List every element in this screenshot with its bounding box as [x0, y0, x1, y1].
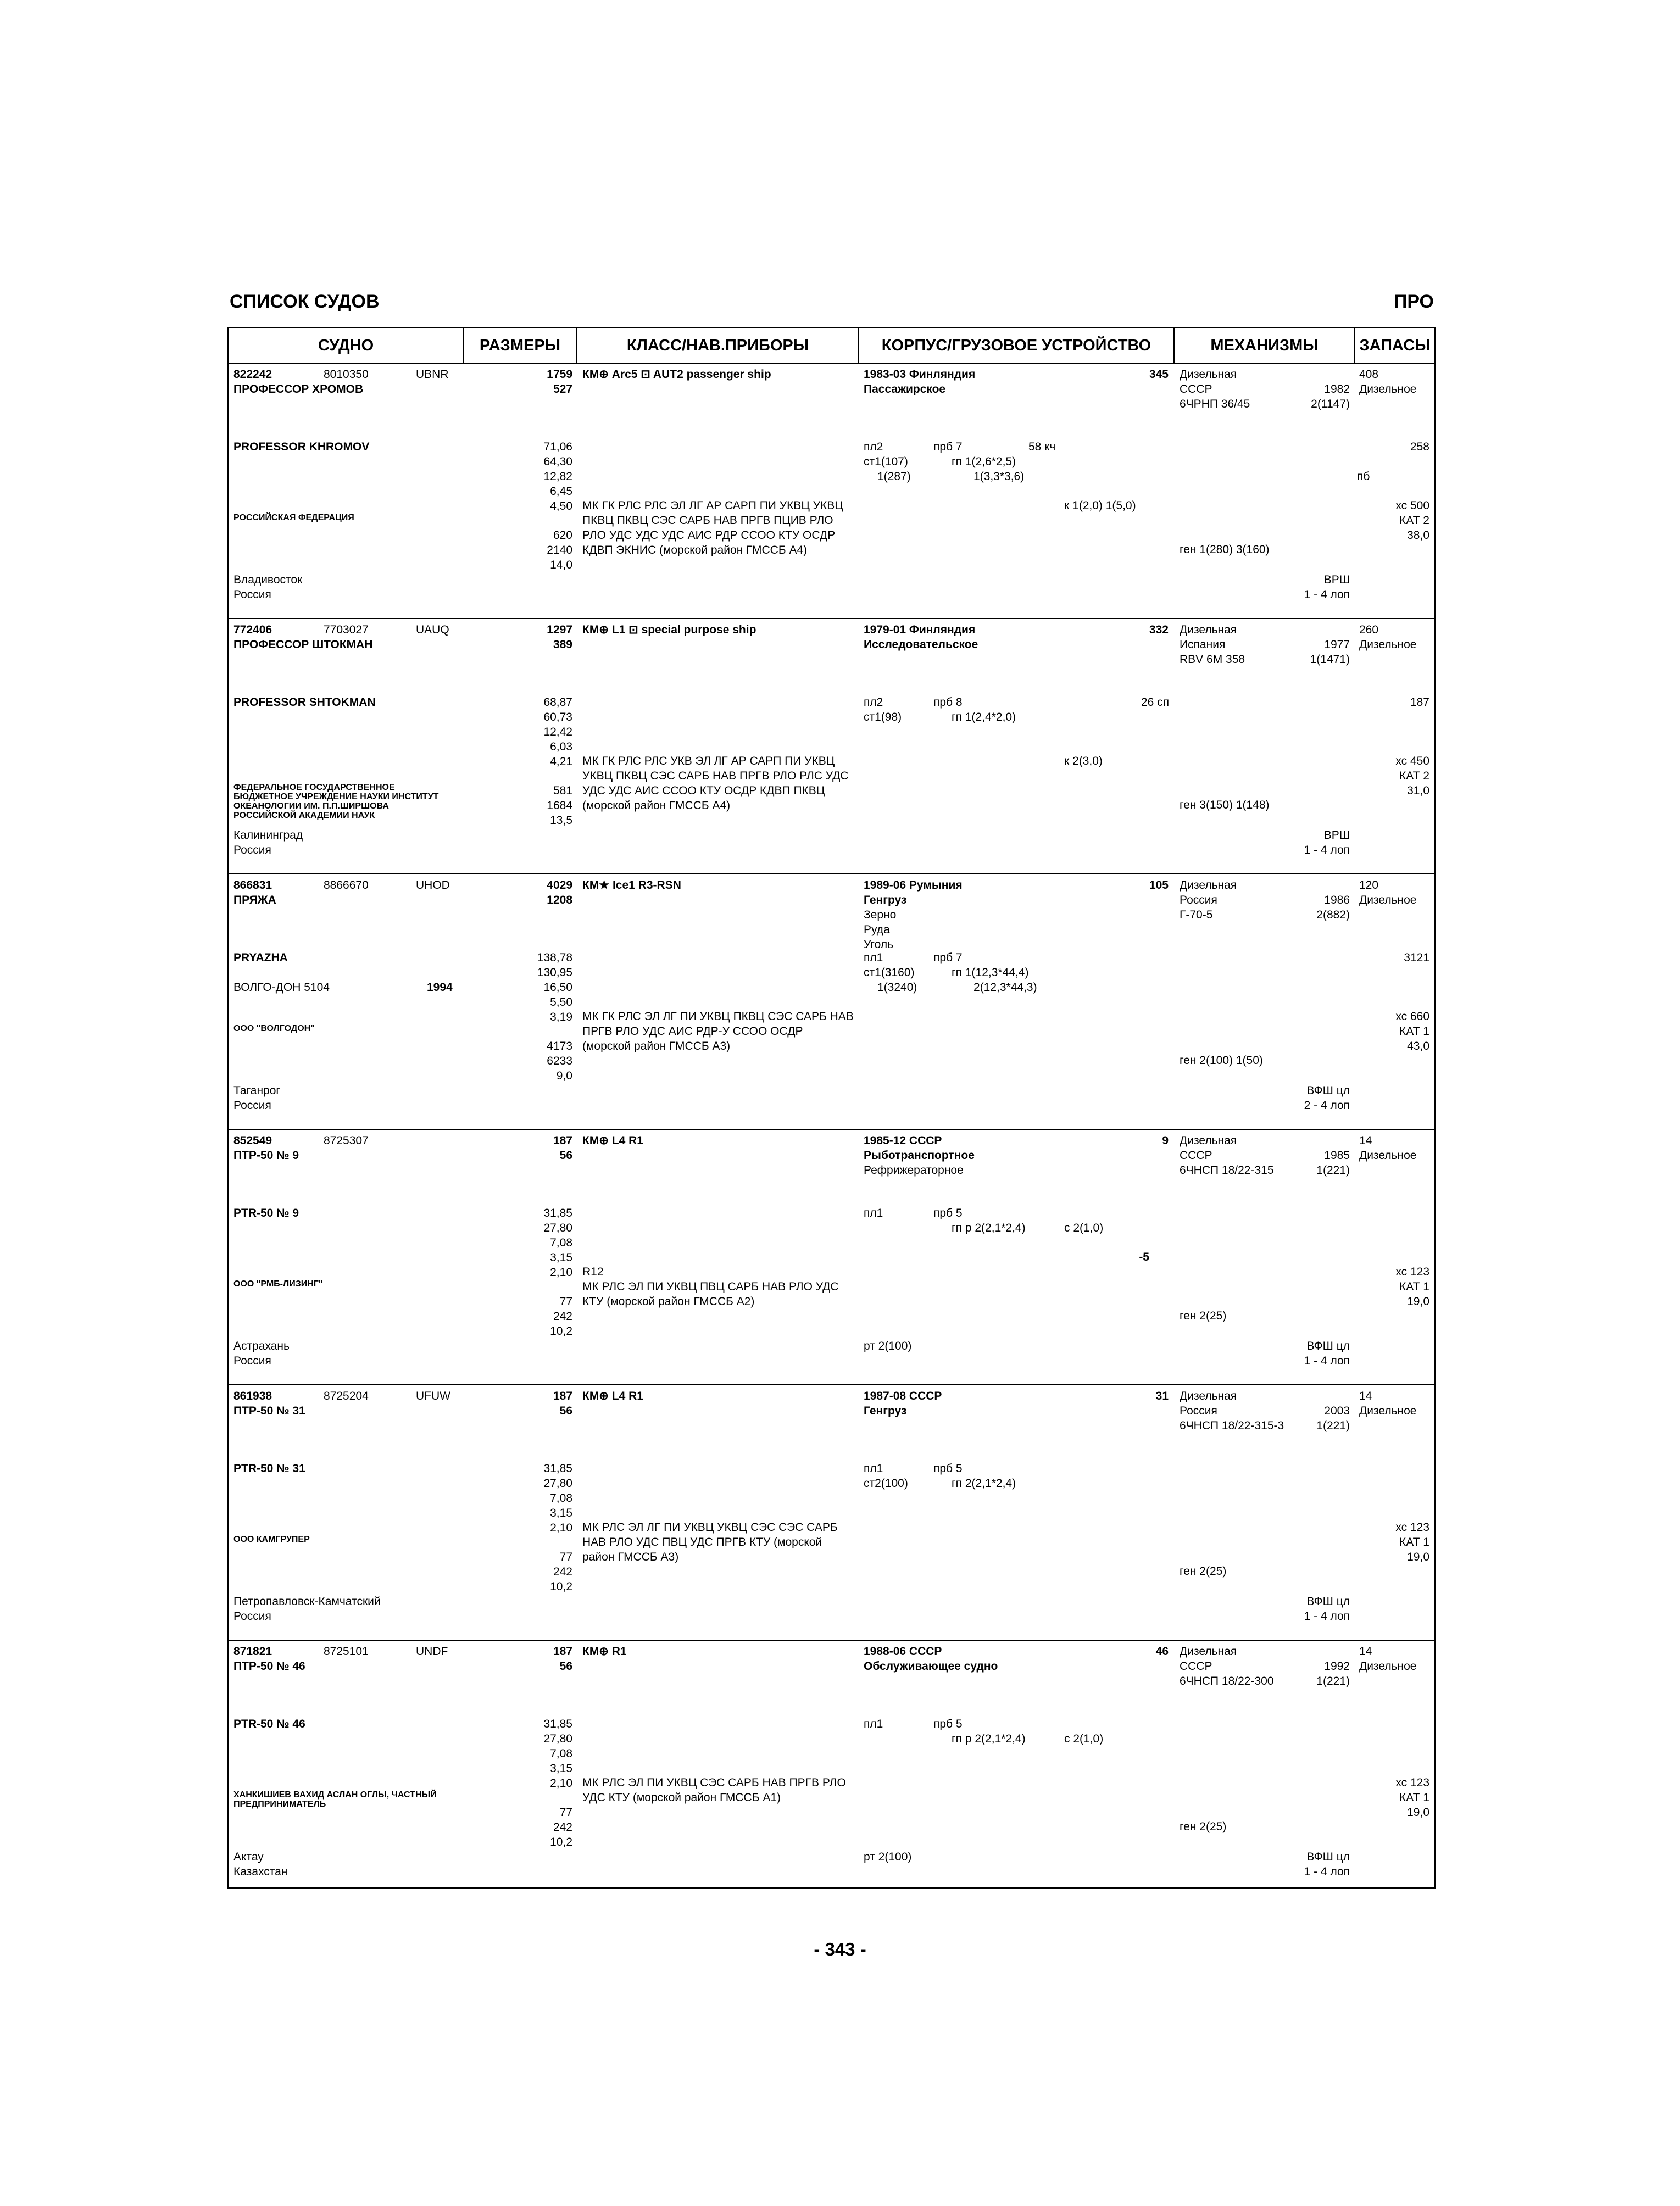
propeller-blades: 1 - 4 лоп [1304, 844, 1350, 856]
hull-detail: гп р 2(2,1*2,4) [952, 1733, 1026, 1745]
deadweight-value: 620 [553, 529, 572, 542]
dimension-value: 2,10 [550, 1266, 572, 1279]
hull-detail: ст2(100) [864, 1477, 908, 1490]
engine-year: 2003 [1324, 1405, 1350, 1417]
propeller: ВРШ [1323, 829, 1350, 842]
reserve-fuel-type: Дизельное [1359, 894, 1417, 906]
net-tonnage: 1208 [547, 894, 572, 906]
engine-detail: Россия [1180, 894, 1217, 906]
hull-detail: 1(3,3*3,6) [973, 470, 1025, 483]
engine-power: 1(221) [1316, 1419, 1350, 1432]
ship-type: Рефрижераторное [864, 1164, 964, 1177]
engine-detail: Дизельная [1180, 1390, 1237, 1402]
owner: ХАНКИШИЕВ ВАХИД АСЛАН ОГЛЫ, ЧАСТНЫЙ ПРЕДПРИНИМАТЕЛЬ [233, 1790, 437, 1809]
owner: ООО КАМГРУПЕР [233, 1535, 310, 1544]
dimension-value: 7,08 [550, 1747, 572, 1760]
deadweight-value: 6233 [547, 1055, 572, 1067]
dimension-value: 60,73 [543, 711, 572, 723]
build-date-place: 1987-08 СССР [864, 1390, 942, 1402]
imo-number: 8725101 [324, 1645, 369, 1658]
ship-type: Руда [864, 923, 890, 936]
registry-number: 822242 [233, 368, 272, 381]
hull-detail: 1(3240) [877, 981, 917, 994]
engine-detail: СССР [1180, 1660, 1212, 1673]
nav-equipment: МК ГК РЛС ЭЛ ЛГ ПИ УКВЦ ПКВЦ СЭС САРБ НАВ ПРГВ РЛО УДС АИС РДР-У ССОО ОСДР (морской район ГМССБ А3) [582, 1010, 854, 1052]
flag-country: Россия [233, 1610, 271, 1623]
engine-detail: Дизельная [1180, 879, 1237, 892]
dimension-value: 138,78 [537, 951, 572, 964]
ship-register-table [227, 327, 1436, 1889]
call-sign: UAUQ [416, 623, 449, 636]
ship-record [229, 1385, 1434, 1641]
ship-name-ru: ПРОФЕССОР ШТОКМАН [233, 638, 373, 651]
ship-name-en: PROFESSOR SHTOKMAN [233, 696, 376, 709]
call-sign: UBNR [416, 368, 449, 381]
ship-name-en: PTR-50 № 9 [233, 1207, 299, 1219]
reserve-value: 14 [1359, 1390, 1372, 1402]
owner: ФЕДЕРАЛЬНОЕ ГОСУДАРСТВЕННОЕ БЮДЖЕТНОЕ УЧРЕЖДЕНИЕ НАУКИ ИНСТИТУТ ОКЕАНОЛОГИИ ИМ. П.П.ШИРШОВА РОССИЙСКОЙ АКАДЕМИИ НАУК [233, 783, 439, 820]
dimension-value: 7,08 [550, 1492, 572, 1505]
dimension-value: 31,85 [543, 1207, 572, 1219]
home-port: Астрахань [233, 1340, 290, 1352]
ship-type: Рыботранспортное [864, 1149, 975, 1162]
reserve-detail: КАТ 2 [1399, 770, 1429, 782]
propeller: ВРШ [1323, 573, 1350, 586]
generators: ген 2(25) [1180, 1565, 1227, 1578]
reserve-detail: КАТ 1 [1399, 1791, 1429, 1804]
hull-detail: прб 7 [933, 951, 963, 964]
deadweight-value: 10,2 [550, 1580, 572, 1593]
column-header-class: КЛАСС/НАВ.ПРИБОРЫ [626, 337, 809, 354]
deadweight-value: 10,2 [550, 1836, 572, 1848]
ship-type: Генгруз [864, 894, 907, 906]
reserve-detail: 19,0 [1407, 1295, 1429, 1308]
dimension-value: 5,50 [550, 996, 572, 1009]
propeller-blades: 2 - 4 лоп [1304, 1099, 1350, 1112]
hull-detail: 58 кч [1028, 441, 1056, 453]
hull-detail: прб 5 [933, 1718, 963, 1730]
engine-power: 2(882) [1316, 909, 1350, 921]
hull-detail: пл2 [864, 441, 883, 453]
class-notation: КМ⊕ L4 R1 [582, 1390, 643, 1402]
build-date-place: 1988-06 СССР [864, 1645, 942, 1658]
hull-detail: пл2 [864, 696, 883, 709]
build-number: 105 [1149, 879, 1169, 892]
dimension-value: 31,85 [543, 1462, 572, 1475]
net-tonnage: 56 [559, 1405, 572, 1417]
engine-year: 1992 [1324, 1660, 1350, 1673]
home-port: Петропавловск-Камчатский [233, 1595, 381, 1608]
dimension-value: 7,08 [550, 1236, 572, 1249]
dimension-value: 6,03 [550, 740, 572, 753]
hull-detail: пл1 [864, 1718, 883, 1730]
column-header-reserves: ЗАПАСЫ [1359, 337, 1431, 354]
generators: ген 1(280) 3(160) [1180, 543, 1270, 556]
engine-detail: Россия [1180, 1405, 1217, 1417]
deadweight-value: 2140 [547, 544, 572, 556]
ship-record [229, 364, 1434, 619]
propeller: ВФШ цл [1306, 1595, 1350, 1608]
engine-detail: Дизельная [1180, 1645, 1237, 1658]
reserve-fuel-type: Дизельное [1359, 383, 1417, 395]
nav-equipment: МК РЛС ЭЛ ЛГ ПИ УКВЦ УКВЦ СЭС СЭС САРБ НАВ РЛО УДС ПВЦ УДС ПРГВ КТУ (морской район ГМССБ А3) [582, 1521, 838, 1563]
deadweight-value: 10,2 [550, 1325, 572, 1338]
hull-detail: гп 2(2,1*2,4) [952, 1477, 1016, 1490]
reserve-value: 120 [1359, 879, 1379, 892]
flag-country: Казахстан [233, 1865, 288, 1878]
reserve-value: 408 [1359, 368, 1379, 381]
reserve-detail: 19,0 [1407, 1806, 1429, 1819]
ship-name-ru: ПТР-50 № 46 [233, 1660, 305, 1673]
call-sign: UHOD [416, 879, 450, 892]
imo-number: 8866670 [324, 879, 369, 892]
reserve-detail: 38,0 [1407, 529, 1429, 542]
ship-name-en: PRYAZHA [233, 951, 288, 964]
deadweight-value: 581 [553, 784, 572, 797]
ship-name-en: PROFESSOR KHROMOV [233, 441, 370, 453]
ship-record [229, 619, 1434, 874]
hull-detail: пл1 [864, 1207, 883, 1219]
deadweight-value: 77 [559, 1806, 572, 1819]
ship-type: Зерно [864, 909, 897, 921]
hull-detail: -5 [1139, 1251, 1149, 1263]
engine-detail: 6ЧНСП 18/22-315 [1180, 1164, 1274, 1177]
hull-detail: прб 5 [933, 1462, 963, 1475]
ship-type: Генгруз [864, 1405, 907, 1417]
column-header-machinery: МЕХАНИЗМЫ [1210, 337, 1319, 354]
ship-type: Обслуживающее судно [864, 1660, 998, 1673]
hull-detail: с 2(1,0) [1064, 1733, 1104, 1745]
hull-detail: ст1(107) [864, 455, 908, 468]
engine-detail: 6ЧНСП 18/22-315-3 [1180, 1419, 1284, 1432]
ship-type: Уголь [864, 938, 894, 951]
engine-detail: RBV 6M 358 [1180, 653, 1245, 666]
registry-number: 852549 [233, 1134, 272, 1147]
reserve-detail: 31,0 [1407, 784, 1429, 797]
call-sign: UFUW [416, 1390, 450, 1402]
nav-equipment: МК ГК РЛС РЛС УКВ ЭЛ ЛГ АР САРП ПИ УКВЦ УКВЦ ПКВЦ СЭС САРБ НАВ ПРГВ РЛО РЛС УДС УДС УДС АИС ССОО КТУ ОСДР КДВП ПКВЦ (морской район ГМССБ А4) [582, 755, 849, 812]
registry-number: 866831 [233, 879, 272, 892]
ship-record [229, 1641, 1434, 1896]
hull-detail: 1(287) [877, 470, 911, 483]
reserve-detail: 19,0 [1407, 1551, 1429, 1563]
net-tonnage: 56 [559, 1149, 572, 1162]
generators: ген 2(100) 1(50) [1180, 1054, 1263, 1067]
dimension-value: 12,82 [543, 470, 572, 483]
dimension-value: 2,10 [550, 1777, 572, 1790]
reserve-value: 14 [1359, 1645, 1372, 1658]
reserve-detail: хс 123 [1395, 1266, 1429, 1278]
gross-tonnage: 187 [553, 1134, 572, 1147]
engine-year: 1977 [1324, 638, 1350, 651]
dimension-value: 3,15 [550, 1507, 572, 1519]
flag-country: Россия [233, 1355, 271, 1367]
engine-detail: Дизельная [1180, 368, 1237, 381]
hull-detail: гп 1(2,6*2,5) [952, 455, 1016, 468]
propeller-blades: 1 - 4 лоп [1304, 588, 1350, 601]
flag-country: Россия [233, 844, 271, 856]
reserve-volume: 187 [1410, 696, 1429, 709]
reserve-value: 260 [1359, 623, 1379, 636]
engine-detail: Г-70-5 [1180, 909, 1213, 921]
dimension-value: 64,30 [543, 455, 572, 468]
deadweight-value: 242 [553, 1310, 572, 1323]
hull-detail: пл1 [864, 951, 883, 964]
gross-tonnage: 187 [553, 1645, 572, 1658]
ship-name-ru: ПРОФЕССОР ХРОМОВ [233, 383, 364, 395]
reserve-fuel-type: Дизельное [1359, 638, 1417, 651]
engine-detail: Дизельная [1180, 623, 1237, 636]
ship-type: Пассажирское [864, 383, 946, 395]
generators: ген 3(150) 1(148) [1180, 799, 1270, 811]
reserve-volume: 3121 [1404, 951, 1429, 964]
nav-mark: R12 [582, 1266, 604, 1278]
build-number: 345 [1149, 368, 1169, 381]
ship-name-ru: ПТР-50 № 31 [233, 1405, 305, 1417]
engine-detail: Дизельная [1180, 1134, 1237, 1147]
former-name: ВОЛГО-ДОН 5104 [233, 981, 330, 994]
hull-detail: 2(12,3*44,3) [973, 981, 1037, 994]
build-number: 332 [1149, 623, 1169, 636]
column-header-ship: СУДНО [318, 337, 374, 354]
propeller: ВФШ цл [1306, 1340, 1350, 1352]
engine-year: 1985 [1324, 1149, 1350, 1162]
hull-detail: пл1 [864, 1462, 883, 1475]
class-notation: КМ⊕ L1 ⊡ special purpose ship [582, 623, 756, 636]
engine-detail: СССР [1180, 1149, 1212, 1162]
owner: ООО "ВОЛГОДОН" [233, 1024, 315, 1033]
dimension-value: 27,80 [543, 1733, 572, 1745]
dimension-value: 16,50 [543, 981, 572, 994]
engine-detail: 6ЧНСП 18/22-300 [1180, 1675, 1274, 1687]
build-number: 9 [1162, 1134, 1169, 1147]
hull-detail: к 1(2,0) 1(5,0) [1064, 499, 1136, 512]
hull-detail: прб 7 [933, 441, 963, 453]
imo-number: 8725204 [324, 1390, 369, 1402]
nav-equipment: МК РЛС ЭЛ ПИ УКВЦ СЭС САРБ НАВ ПРГВ РЛО УДС КТУ (морской район ГМССБ А1) [582, 1776, 846, 1804]
build-number: 46 [1155, 1645, 1169, 1658]
dimension-value: 130,95 [537, 966, 572, 979]
dimension-value: 4,21 [550, 755, 572, 768]
dimension-value: 3,19 [550, 1011, 572, 1023]
propeller: ВФШ цл [1306, 1851, 1350, 1863]
column-header-hull: КОРПУС/ГРУЗОВОЕ УСТРОЙСТВО [881, 337, 1151, 354]
build-date-place: 1979-01 Финляндия [864, 623, 976, 636]
home-port: Владивосток [233, 573, 303, 586]
deadweight-value: 14,0 [550, 559, 572, 571]
ship-name-en: PTR-50 № 46 [233, 1718, 305, 1730]
hull-detail: гп 1(12,3*44,4) [952, 966, 1029, 979]
engine-power: 1(1471) [1310, 653, 1350, 666]
engine-year: 1982 [1324, 383, 1350, 395]
propeller-blades: 1 - 4 лоп [1304, 1865, 1350, 1878]
registry-number: 871821 [233, 1645, 272, 1658]
registry-number: 861938 [233, 1390, 272, 1402]
flag-country: Россия [233, 1099, 271, 1112]
former-name-year: 1994 [427, 981, 453, 994]
deadweight-value: 77 [559, 1551, 572, 1563]
hull-bottom-detail: рт 2(100) [864, 1340, 912, 1352]
home-port: Калининград [233, 829, 303, 842]
home-port: Актау [233, 1851, 264, 1863]
page-title: СПИСОК СУДОВ [230, 291, 380, 312]
generators: ген 2(25) [1180, 1310, 1227, 1322]
imo-number: 7703027 [324, 623, 369, 636]
ship-name-ru: ПРЯЖА [233, 894, 276, 906]
propeller-blades: 1 - 4 лоп [1304, 1610, 1350, 1623]
deadweight-value: 4173 [547, 1040, 572, 1052]
hull-detail: к 2(3,0) [1064, 755, 1103, 767]
gross-tonnage: 1297 [547, 623, 572, 636]
deadweight-value: 77 [559, 1295, 572, 1308]
class-notation: КМ⊕ R1 [582, 1645, 627, 1658]
reserve-fuel-type: Дизельное [1359, 1149, 1417, 1162]
build-number: 31 [1155, 1390, 1169, 1402]
gross-tonnage: 4029 [547, 879, 572, 892]
flag-country: Россия [233, 588, 271, 601]
reserve-detail: хс 123 [1395, 1776, 1429, 1789]
reserve-detail: хс 450 [1395, 755, 1429, 767]
dimension-value: 68,87 [543, 696, 572, 709]
deadweight-value: 13,5 [550, 814, 572, 827]
class-notation: КМ⊕ Arc5 ⊡ AUT2 passenger ship [582, 368, 771, 381]
nav-equipment: МК РЛС ЭЛ ПИ УКВЦ ПВЦ САРБ НАВ РЛО УДС КТУ (морской район ГМССБ А2) [582, 1280, 839, 1308]
owner: ООО "РМБ-ЛИЗИНГ" [233, 1279, 323, 1289]
engine-power: 1(221) [1316, 1675, 1350, 1687]
dimension-value: 3,15 [550, 1762, 572, 1775]
reserve-detail: КАТ 1 [1399, 1280, 1429, 1293]
reserve-detail: хс 660 [1395, 1010, 1429, 1023]
class-notation: КМ★ Ice1 R3-RSN [582, 879, 681, 892]
ship-name-ru: ПТР-50 № 9 [233, 1149, 299, 1162]
hull-detail: гп р 2(2,1*2,4) [952, 1222, 1026, 1234]
reserve-volume: 258 [1410, 441, 1429, 453]
hull-detail: прб 8 [933, 696, 963, 709]
deadweight-value: 1684 [547, 799, 572, 812]
reserve-volume-note: пб [1357, 470, 1370, 483]
hull-detail: 26 сп [1141, 696, 1170, 709]
reserve-fuel-type: Дизельное [1359, 1405, 1417, 1417]
hull-detail: с 2(1,0) [1064, 1222, 1104, 1234]
build-date-place: 1985-12 СССР [864, 1134, 942, 1147]
reserve-detail: хс 500 [1395, 499, 1429, 512]
hull-bottom-detail: рт 2(100) [864, 1851, 912, 1863]
column-header-dimensions: РАЗМЕРЫ [479, 337, 561, 354]
deadweight-value: 242 [553, 1821, 572, 1834]
nav-equipment: МК ГК РЛС РЛС ЭЛ ЛГ АР САРП ПИ УКВЦ УКВЦ ПКВЦ ПКВЦ СЭС САРБ НАВ ПРГВ ПЦИВ РЛО РЛО УДС УДС УДС АИС РДР ССОО КТУ ОСДР КДВП ЭКНИС (морской район ГМССБ А4) [582, 499, 843, 556]
ship-record [229, 1130, 1434, 1385]
table-header [229, 328, 1434, 364]
engine-detail: СССР [1180, 383, 1212, 395]
propeller: ВФШ цл [1306, 1084, 1350, 1097]
reserve-detail: хс 123 [1395, 1521, 1429, 1534]
class-notation: КМ⊕ L4 R1 [582, 1134, 643, 1147]
engine-power: 1(221) [1316, 1164, 1350, 1177]
dimension-value: 4,50 [550, 500, 572, 512]
generators: ген 2(25) [1180, 1820, 1227, 1833]
engine-detail: 6ЧРНП 36/45 [1180, 398, 1250, 410]
imo-number: 8725307 [324, 1134, 369, 1147]
dimension-value: 6,45 [550, 485, 572, 498]
reserve-detail: КАТ 1 [1399, 1536, 1429, 1548]
propeller-blades: 1 - 4 лоп [1304, 1355, 1350, 1367]
dimension-value: 27,80 [543, 1477, 572, 1490]
dimension-value: 2,10 [550, 1522, 572, 1534]
dimension-value: 12,42 [543, 726, 572, 738]
reserve-value: 14 [1359, 1134, 1372, 1147]
net-tonnage: 389 [553, 638, 572, 651]
engine-year: 1986 [1324, 894, 1350, 906]
imo-number: 8010350 [324, 368, 369, 381]
net-tonnage: 527 [553, 383, 572, 395]
page-section-code: ПРО [1393, 291, 1434, 312]
call-sign: UNDF [416, 1645, 448, 1658]
deadweight-value: 9,0 [556, 1069, 572, 1082]
owner: РОССИЙСКАЯ ФЕДЕРАЦИЯ [233, 513, 354, 522]
hull-detail: прб 5 [933, 1207, 963, 1219]
build-date-place: 1989-06 Румыния [864, 879, 963, 892]
ship-type: Исследовательское [864, 638, 978, 651]
dimension-value: 31,85 [543, 1718, 572, 1730]
dimension-value: 71,06 [543, 441, 572, 453]
reserve-fuel-type: Дизельное [1359, 1660, 1417, 1673]
deadweight-value: 242 [553, 1566, 572, 1578]
hull-detail: ст1(98) [864, 711, 902, 723]
hull-detail: гп 1(2,4*2,0) [952, 711, 1016, 723]
dimension-value: 3,15 [550, 1251, 572, 1264]
net-tonnage: 56 [559, 1660, 572, 1673]
reserve-detail: КАТ 2 [1399, 514, 1429, 527]
home-port: Таганрог [233, 1084, 281, 1097]
gross-tonnage: 1759 [547, 368, 572, 381]
registry-number: 772406 [233, 623, 272, 636]
ship-record [229, 874, 1434, 1130]
reserve-detail: КАТ 1 [1399, 1025, 1429, 1038]
ship-name-en: PTR-50 № 31 [233, 1462, 305, 1475]
reserve-detail: 43,0 [1407, 1040, 1429, 1052]
build-date-place: 1983-03 Финляндия [864, 368, 976, 381]
engine-power: 2(1147) [1311, 398, 1350, 410]
engine-detail: Испания [1180, 638, 1226, 651]
page-number: - 343 - [814, 1939, 866, 1959]
gross-tonnage: 187 [553, 1390, 572, 1402]
dimension-value: 27,80 [543, 1222, 572, 1234]
hull-detail: ст1(3160) [864, 966, 915, 979]
